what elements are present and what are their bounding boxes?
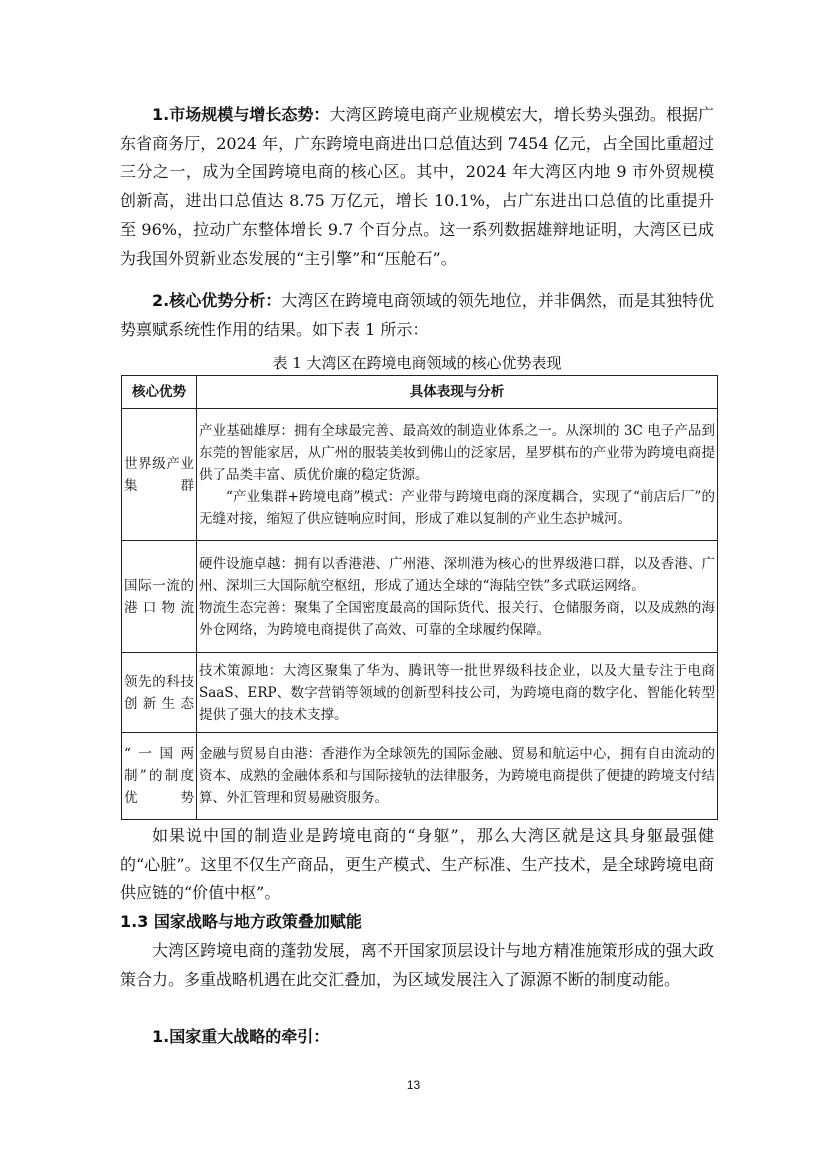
paragraph-text: 大湾区在跨境电商领域的领先地位，并非偶然，而是其独特优势禀赋系统性作用的结果。如下表 1 所示： [120,291,714,339]
paragraph-market-scale [120,101,714,273]
row-paragraph: 技术策源地：大湾区聚集了华为、腾讯等一批世界级科技企业，以及大量专注于电商 SaaS、ERP、数字营销等领域的创新型科技公司，为跨境电商的数字化、智能化转型提供了强大的技术支撑。 [199,662,715,723]
row-key: “一国两制”的制度优势 [122,733,197,820]
row-key: 世界级产业集群 [122,409,197,541]
table-row [122,733,718,820]
row-key: 领先的科技创新生态 [122,653,197,733]
paragraph-policy: 大湾区跨境电商的蓬勃发展，离不开国家顶层设计与地方精准施策形成的强大政策合力。多重战略机遇在此交汇叠加，为区域发展注入了源源不断的制度动能。 [120,941,714,989]
page-number: 13 [406,1078,421,1092]
row-paragraph: 物流生态完善：聚集了全国密度最高的国际货代、报关行、仓储服务商，以及成熟的海外仓网络，为跨境电商提供了高效、可靠的全球履约保障。 [199,599,715,638]
row-key: 国际一流的港口物流 [122,541,197,653]
subheading-text: 1.国家重大战略的牵引： [152,1027,330,1046]
header-details: 具体表现与分析 [197,376,718,409]
section-title: 1.3 国家战略与地方政策叠加赋能 [120,912,362,931]
subheading [120,1023,714,1052]
row-value [197,733,718,820]
row-paragraph: 硬件设施卓越：拥有以香港港、广州港、深圳港为核心的世界级港口群，以及香港、广州、深圳三大国际航空枢纽，形成了通达全球的“海陆空铁”多式联运网络。 [199,555,715,594]
row-paragraph: 金融与贸易自由港：香港作为全球领先的国际金融、贸易和航运中心，拥有自由流动的资本、成熟的金融体系和与国际接轨的法律服务，为跨境电商提供了便捷的跨境支付结算、外汇管理和贸易融资服务。 [199,746,715,806]
table-header-row [122,376,718,409]
paragraph-core-advantages [120,287,714,344]
table-row [122,541,718,653]
row-paragraph: “产业集群+跨境电商”模式：产业带与跨境电商的深度耦合，实现了“前店后厂”的无缝对接，缩短了供应链响应时间，形成了难以复制的产业生态护城河。 [199,488,715,527]
paragraph-heart: 如果说中国的制造业是跨境电商的“身躯”，那么大湾区就是这具身躯最强健的“心脏”。这里不仅生产商品，更生产模式、生产标准、生产技术，是全球跨境电商供应链的“价值中枢”。 [120,826,714,903]
row-value [197,409,718,541]
table-row [122,409,718,541]
header-core-advantage: 核心优势 [122,376,197,409]
row-value [197,653,718,733]
paragraph-heading: 2.核心优势分析： [152,291,282,310]
paragraph-heading: 1.市场规模与增长态势： [152,105,330,124]
paragraph-text: 大湾区跨境电商产业规模宏大，增长势头强劲。根据广东省商务厅，2024 年，广东跨境电商进出口总值达到 7454 亿元，占全国比重超过三分之一，成为全国跨境电商的核心区。其中，2024 年大湾区内地 9 市外贸规模创新高，进出口总值达 8.75 万亿元，增长 10.1%，占广东进出口总值的比重提升至 96%，拉动广东整体增长 9.7 个百分点。这一系列数据雄辩地证明，大湾区已成为我国外贸新业态发展的“主引擎”和“压舱石”。 [120,105,714,268]
table-row [122,653,718,733]
section-heading [120,908,714,937]
core-advantages-table [121,375,718,820]
table-caption: 表 1 大湾区在跨境电商领域的核心优势表现 [272,354,562,372]
row-paragraph: 产业基础雄厚：拥有全球最完善、最高效的制造业体系之一。从深圳的 3C 电子产品到东莞的智能家居，从广州的服装美妆到佛山的泛家居，星罗棋布的产业带为跨境电商提供了品类丰富、质优价廉的稳定货源。 [199,422,715,483]
row-value [197,541,718,653]
